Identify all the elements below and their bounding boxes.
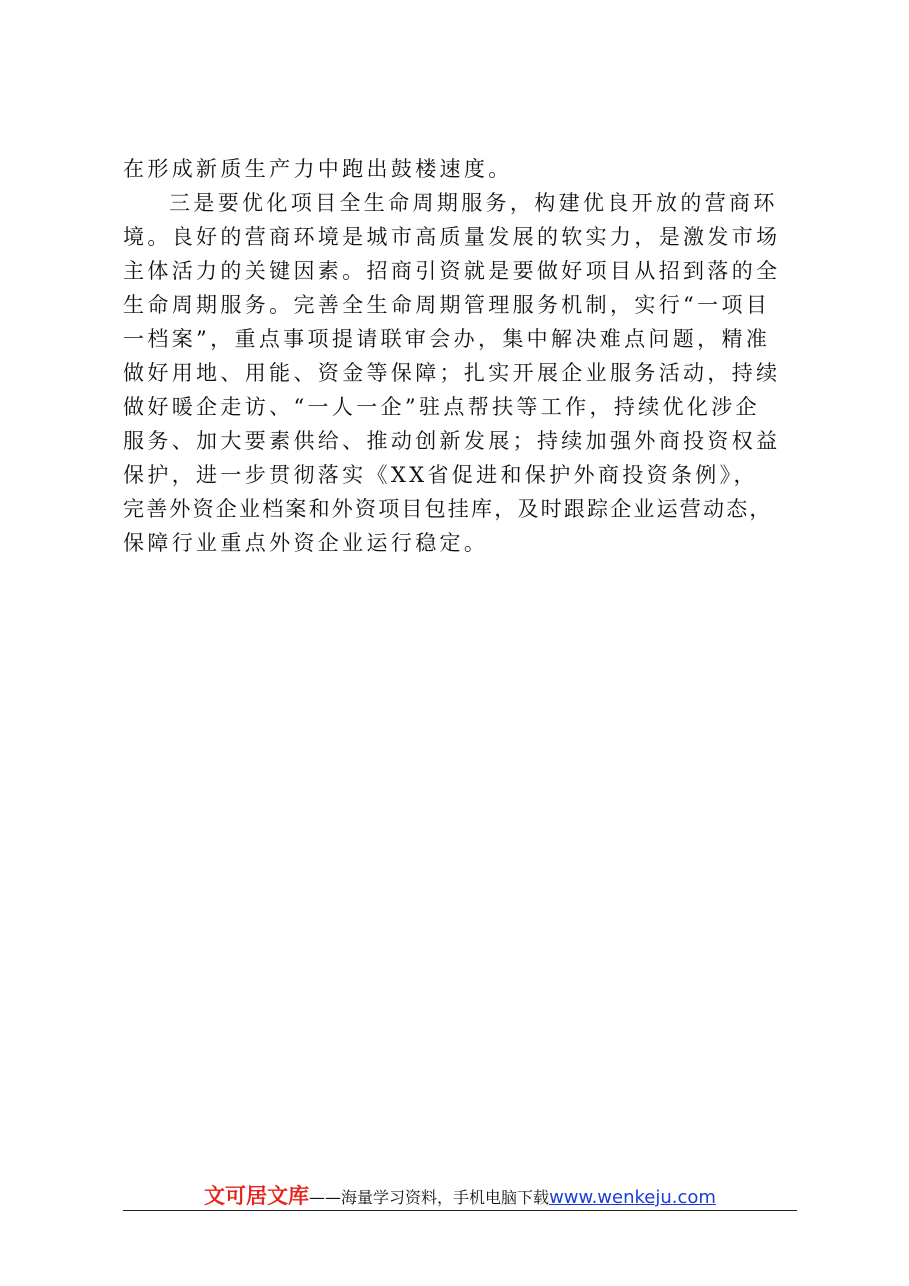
footer-link[interactable]: www.wenkeju.com [549, 1187, 716, 1208]
footer-slogan: ——海量学习资料，手机电脑下载 [309, 1188, 550, 1207]
text-line: 做好暖企走访、“一人一企”驻点帮扶等工作，持续优化涉企 [123, 395, 760, 419]
text-line: 保护，进一步贯彻落实《XX省促进和保护外商投资条例》， [123, 463, 758, 487]
text-line: 完善外资企业档案和外资项目包挂库，及时跟踪企业运营动态， [123, 497, 773, 521]
text-line: 一档案”，重点事项提请联审会办，集中解决难点问题，精准 [123, 327, 771, 351]
text-line: 境。良好的营商环境是城市高质量发展的软实力，是激发市场 [123, 225, 781, 249]
text-line: 在形成新质生产力中跑出鼓楼速度。 [123, 157, 513, 181]
text-line: 三是要优化项目全生命周期服务，构建优良开放的营商环 [169, 191, 778, 215]
text-line: 保障行业重点外资企业运行稳定。 [123, 531, 489, 555]
footer-brand: 文可居文库 [204, 1184, 310, 1208]
text-line: 做好用地、用能、资金等保障；扎实开展企业服务活动，持续 [123, 361, 781, 385]
text-line: 服务、加大要素供给、推动创新发展；持续加强外商投资权益 [123, 429, 781, 453]
footer-divider [123, 1210, 797, 1211]
text-line: 生命周期服务。完善全生命周期管理服务机制，实行“一项目 [123, 293, 771, 317]
text-line: 主体活力的关键因素。招商引资就是要做好项目从招到落的全 [123, 259, 781, 283]
body-text [123, 152, 813, 560]
page-footer [123, 1180, 797, 1212]
